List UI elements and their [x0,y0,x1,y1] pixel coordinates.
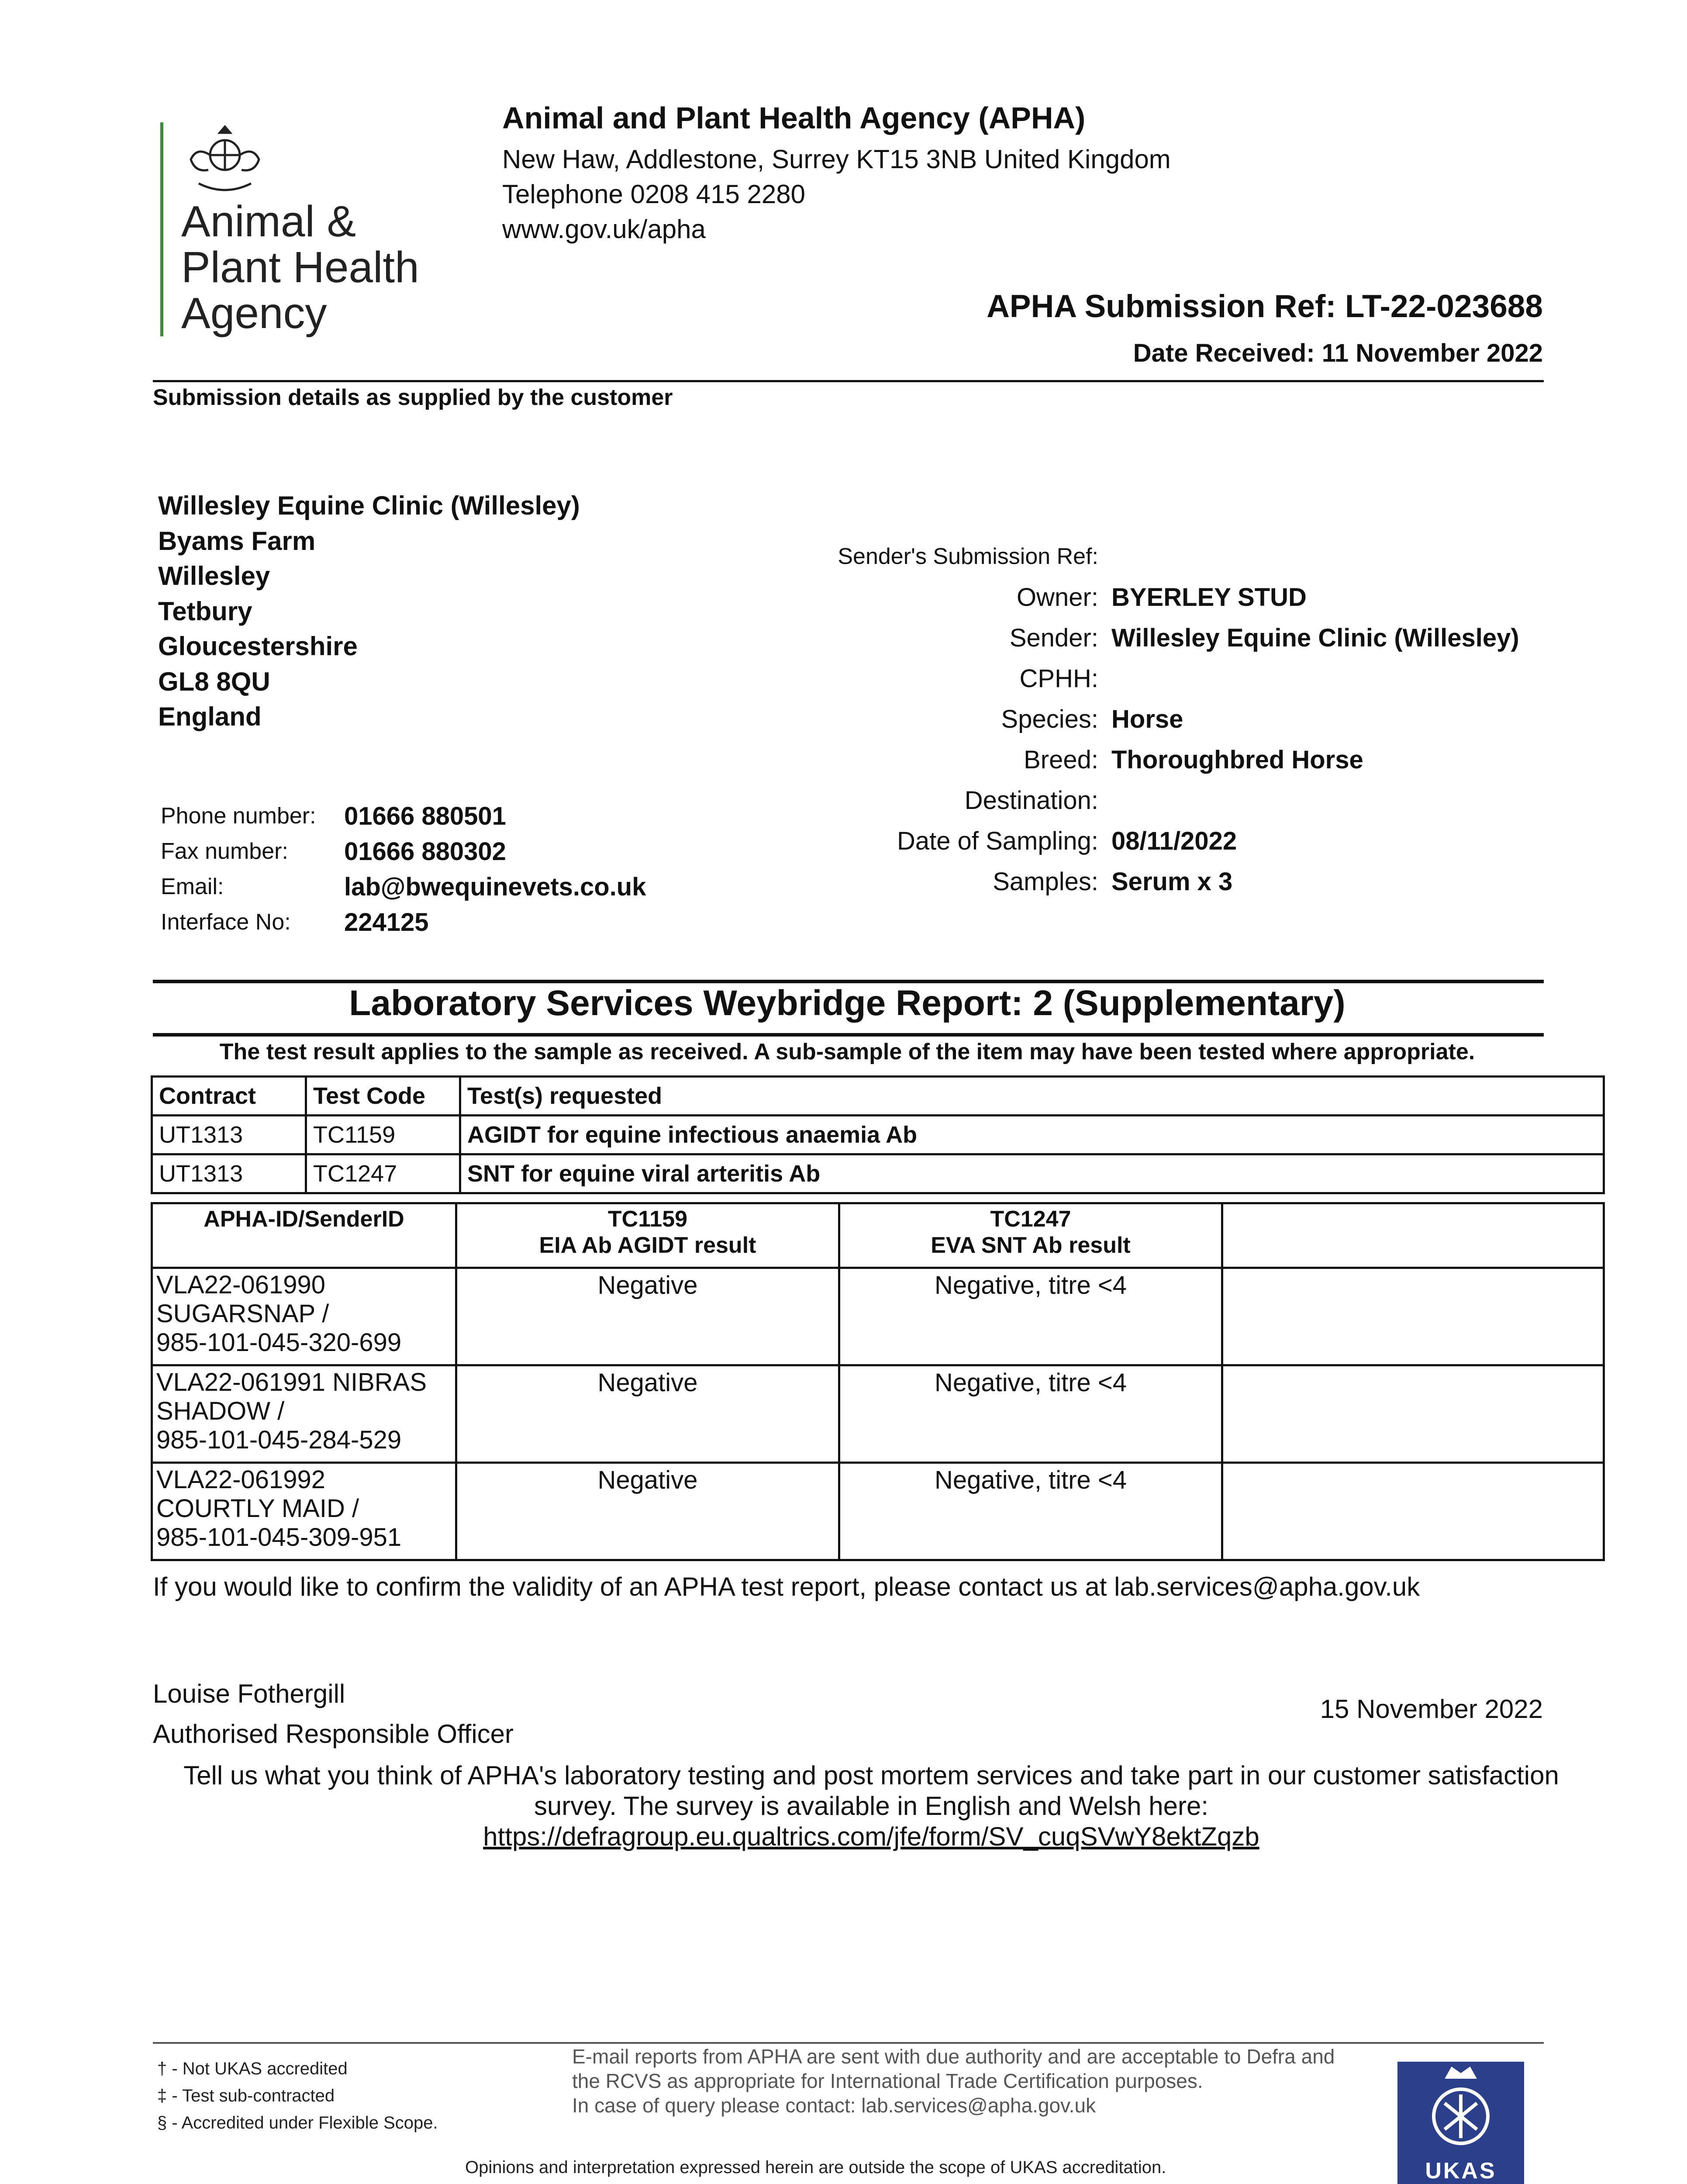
eia-result: Negative [456,1365,839,1463]
tests-requested-table [151,1075,1605,1194]
contact-value: 224125 [344,908,429,936]
empty-cell [1222,1268,1604,1365]
report-bottom-rule [153,1033,1544,1037]
id-line: VLA22-061991 NIBRAS [156,1368,427,1396]
address-line: GL8 8QU [158,667,270,696]
detail-row [721,821,1519,861]
submission-ref: APHA Submission Ref: LT-22-023688 [987,289,1543,324]
footer-divider [153,2042,1544,2044]
eva-result: Negative, titre <4 [839,1268,1222,1365]
contact-label: Email: [161,874,224,899]
detail-row [721,536,1519,577]
detail-label: Date of Sampling: [897,827,1098,855]
column-header [456,1203,839,1268]
column-header: Contract [152,1077,306,1116]
table-cell: TC1247 [306,1154,460,1193]
submission-heading: Submission details as supplied by the customer [153,385,673,410]
table-cell: SNT for equine viral arteritis Ab [460,1154,1604,1193]
table-header-row [152,1077,1604,1116]
header-line: TC1247 [990,1206,1071,1232]
contact-label: Phone number: [161,803,316,829]
survey-link[interactable]: https://defragroup.eu.qualtrics.com/jfe/form/SV_cuqSVwY8ektZqzb [483,1822,1259,1851]
id-line: 985-101-045-309-951 [156,1523,402,1552]
logo-line: Agency [181,289,327,338]
signatory [153,1674,514,1754]
detail-row [721,780,1519,821]
ukas-crown-icon [1397,2062,1524,2158]
validity-notice: If you would like to confirm the validity of an APHA test report, please contact us at lab.services@apha.gov.uk [153,1572,1420,1601]
table-row [152,1268,1604,1365]
eva-result: Negative, titre <4 [839,1463,1222,1560]
address-line: Gloucestershire [158,632,358,661]
address-line: England [158,702,262,731]
accreditation-notes [157,2055,438,2136]
survey-invitation [153,1760,1590,1852]
table-cell: UT1313 [152,1116,306,1154]
results-table [151,1202,1605,1561]
email-notice [572,2044,1336,2118]
agency-name: Animal and Plant Health Agency (APHA) [502,101,1086,135]
detail-label: Species: [1001,705,1098,733]
detail-row [721,577,1519,618]
detail-label: Breed: [1024,746,1098,774]
survey-text: Tell us what you think of APHA's laboratory testing and post mortem services and take part in our customer satisfaction [183,1761,1559,1790]
address-line: Tetbury [158,596,252,626]
id-line: 985-101-045-284-529 [156,1426,402,1454]
report-date: 15 November 2022 [1320,1694,1543,1724]
table-cell: TC1159 [306,1116,460,1154]
report-subtitle: The test result applies to the sample as received. A sub-sample of the item may have been tested where appropriate. [219,1039,1475,1064]
empty-cell [1222,1365,1604,1463]
contact-row [161,834,646,869]
id-line: SHADOW / [156,1397,285,1425]
date-received: Date Received: 11 November 2022 [1133,339,1543,367]
detail-row [721,861,1519,902]
signatory-name: Louise Fothergill [153,1679,345,1708]
royal-crest-icon [181,118,269,197]
table-row [152,1154,1604,1193]
detail-label: CPHH: [1019,664,1098,693]
detail-value: Serum x 3 [1111,867,1233,896]
id-line: SUGARSNAP / [156,1299,329,1328]
table-cell: AGIDT for equine infectious anaemia Ab [460,1116,1604,1154]
logo-bar [160,122,163,336]
eia-result: Negative [456,1463,839,1560]
detail-row [721,618,1519,658]
header-line: EVA SNT Ab result [931,1233,1131,1258]
column-header: APHA-ID/SenderID [152,1203,456,1268]
detail-value: 08/11/2022 [1111,827,1237,855]
address-line: Willesley [158,561,270,591]
id-line: VLA22-061992 [156,1465,325,1494]
eia-result: Negative [456,1268,839,1365]
footnote: ‡ - Test sub-contracted [157,2086,335,2105]
agency-address: New Haw, Addlestone, Surrey KT15 3NB United Kingdom [502,145,1171,174]
detail-row [721,699,1519,740]
detail-label: Owner: [1017,583,1098,612]
id-line: COURTLY MAID / [156,1494,359,1523]
table-row [152,1365,1604,1463]
contact-value: 01666 880501 [344,802,506,830]
survey-text: survey. The survey is available in English and Welsh here: [534,1791,1209,1821]
agency-telephone: Telephone 0208 415 2280 [502,180,805,209]
detail-value: BYERLEY STUD [1111,583,1307,612]
report-title: Laboratory Services Weybridge Report: 2 (Supplementary) [349,983,1345,1023]
ukas-disclaimer: Opinions and interpretation expressed herein are outside the scope of UKAS accreditation. [465,2158,1166,2177]
signatory-role: Authorised Responsible Officer [153,1719,514,1749]
detail-row [721,658,1519,699]
email-notice-text: E-mail reports from APHA are sent with due authority and are acceptable to Defra and the RCVS as appropriate for International Trade Certification purposes. [572,2045,1335,2092]
customer-contact [161,798,646,940]
table-row [152,1463,1604,1560]
footnote: § - Accredited under Flexible Scope. [157,2113,438,2132]
agency-logo-text [181,199,419,336]
contact-row [161,798,646,834]
contact-value[interactable]: lab@bwequinevets.co.uk [344,873,646,901]
footnote: † - Not UKAS accredited [157,2059,348,2078]
header-line: TC1159 [607,1206,688,1232]
detail-value: Thoroughbred Horse [1111,746,1363,774]
address-line: Byams Farm [158,526,316,556]
ukas-label: UKAS [1425,2158,1497,2184]
id-line: VLA22-061990 [156,1271,325,1299]
ukas-logo [1397,2062,1524,2184]
column-header [839,1203,1222,1268]
table-cell: UT1313 [152,1154,306,1193]
header-line: EIA Ab AGIDT result [539,1233,756,1258]
submission-details [721,536,1519,902]
column-header: Test(s) requested [460,1077,1604,1116]
detail-label: Sender's Submission Ref: [838,544,1098,569]
detail-label: Destination: [964,786,1098,815]
contact-row [161,869,646,905]
id-line: 985-101-045-320-699 [156,1328,402,1357]
sample-id-cell [152,1268,456,1365]
empty-cell [1222,1463,1604,1560]
customer-address [158,488,580,735]
query-contact: In case of query please contact: lab.services@apha.gov.uk [572,2094,1096,2117]
contact-label: Fax number: [161,839,288,864]
table-header-row [152,1203,1604,1268]
header-divider [153,380,1544,382]
detail-row [721,740,1519,780]
contact-label: Interface No: [161,909,291,935]
contact-row [161,905,646,940]
detail-value: Willesley Equine Clinic (Willesley) [1111,624,1519,652]
sample-id-cell [152,1365,456,1463]
sample-id-cell [152,1463,456,1560]
contact-value: 01666 880302 [344,837,506,866]
eva-result: Negative, titre <4 [839,1365,1222,1463]
table-row [152,1116,1604,1154]
detail-label: Samples: [993,867,1098,896]
detail-value: Horse [1111,705,1183,733]
column-header: Test Code [306,1077,460,1116]
logo-line: Animal & [181,197,356,246]
logo-line: Plant Health [181,243,419,292]
detail-label: Sender: [1009,624,1098,652]
column-header-empty [1222,1203,1604,1268]
agency-website[interactable]: www.gov.uk/apha [502,214,706,244]
address-line: Willesley Equine Clinic (Willesley) [158,491,580,520]
